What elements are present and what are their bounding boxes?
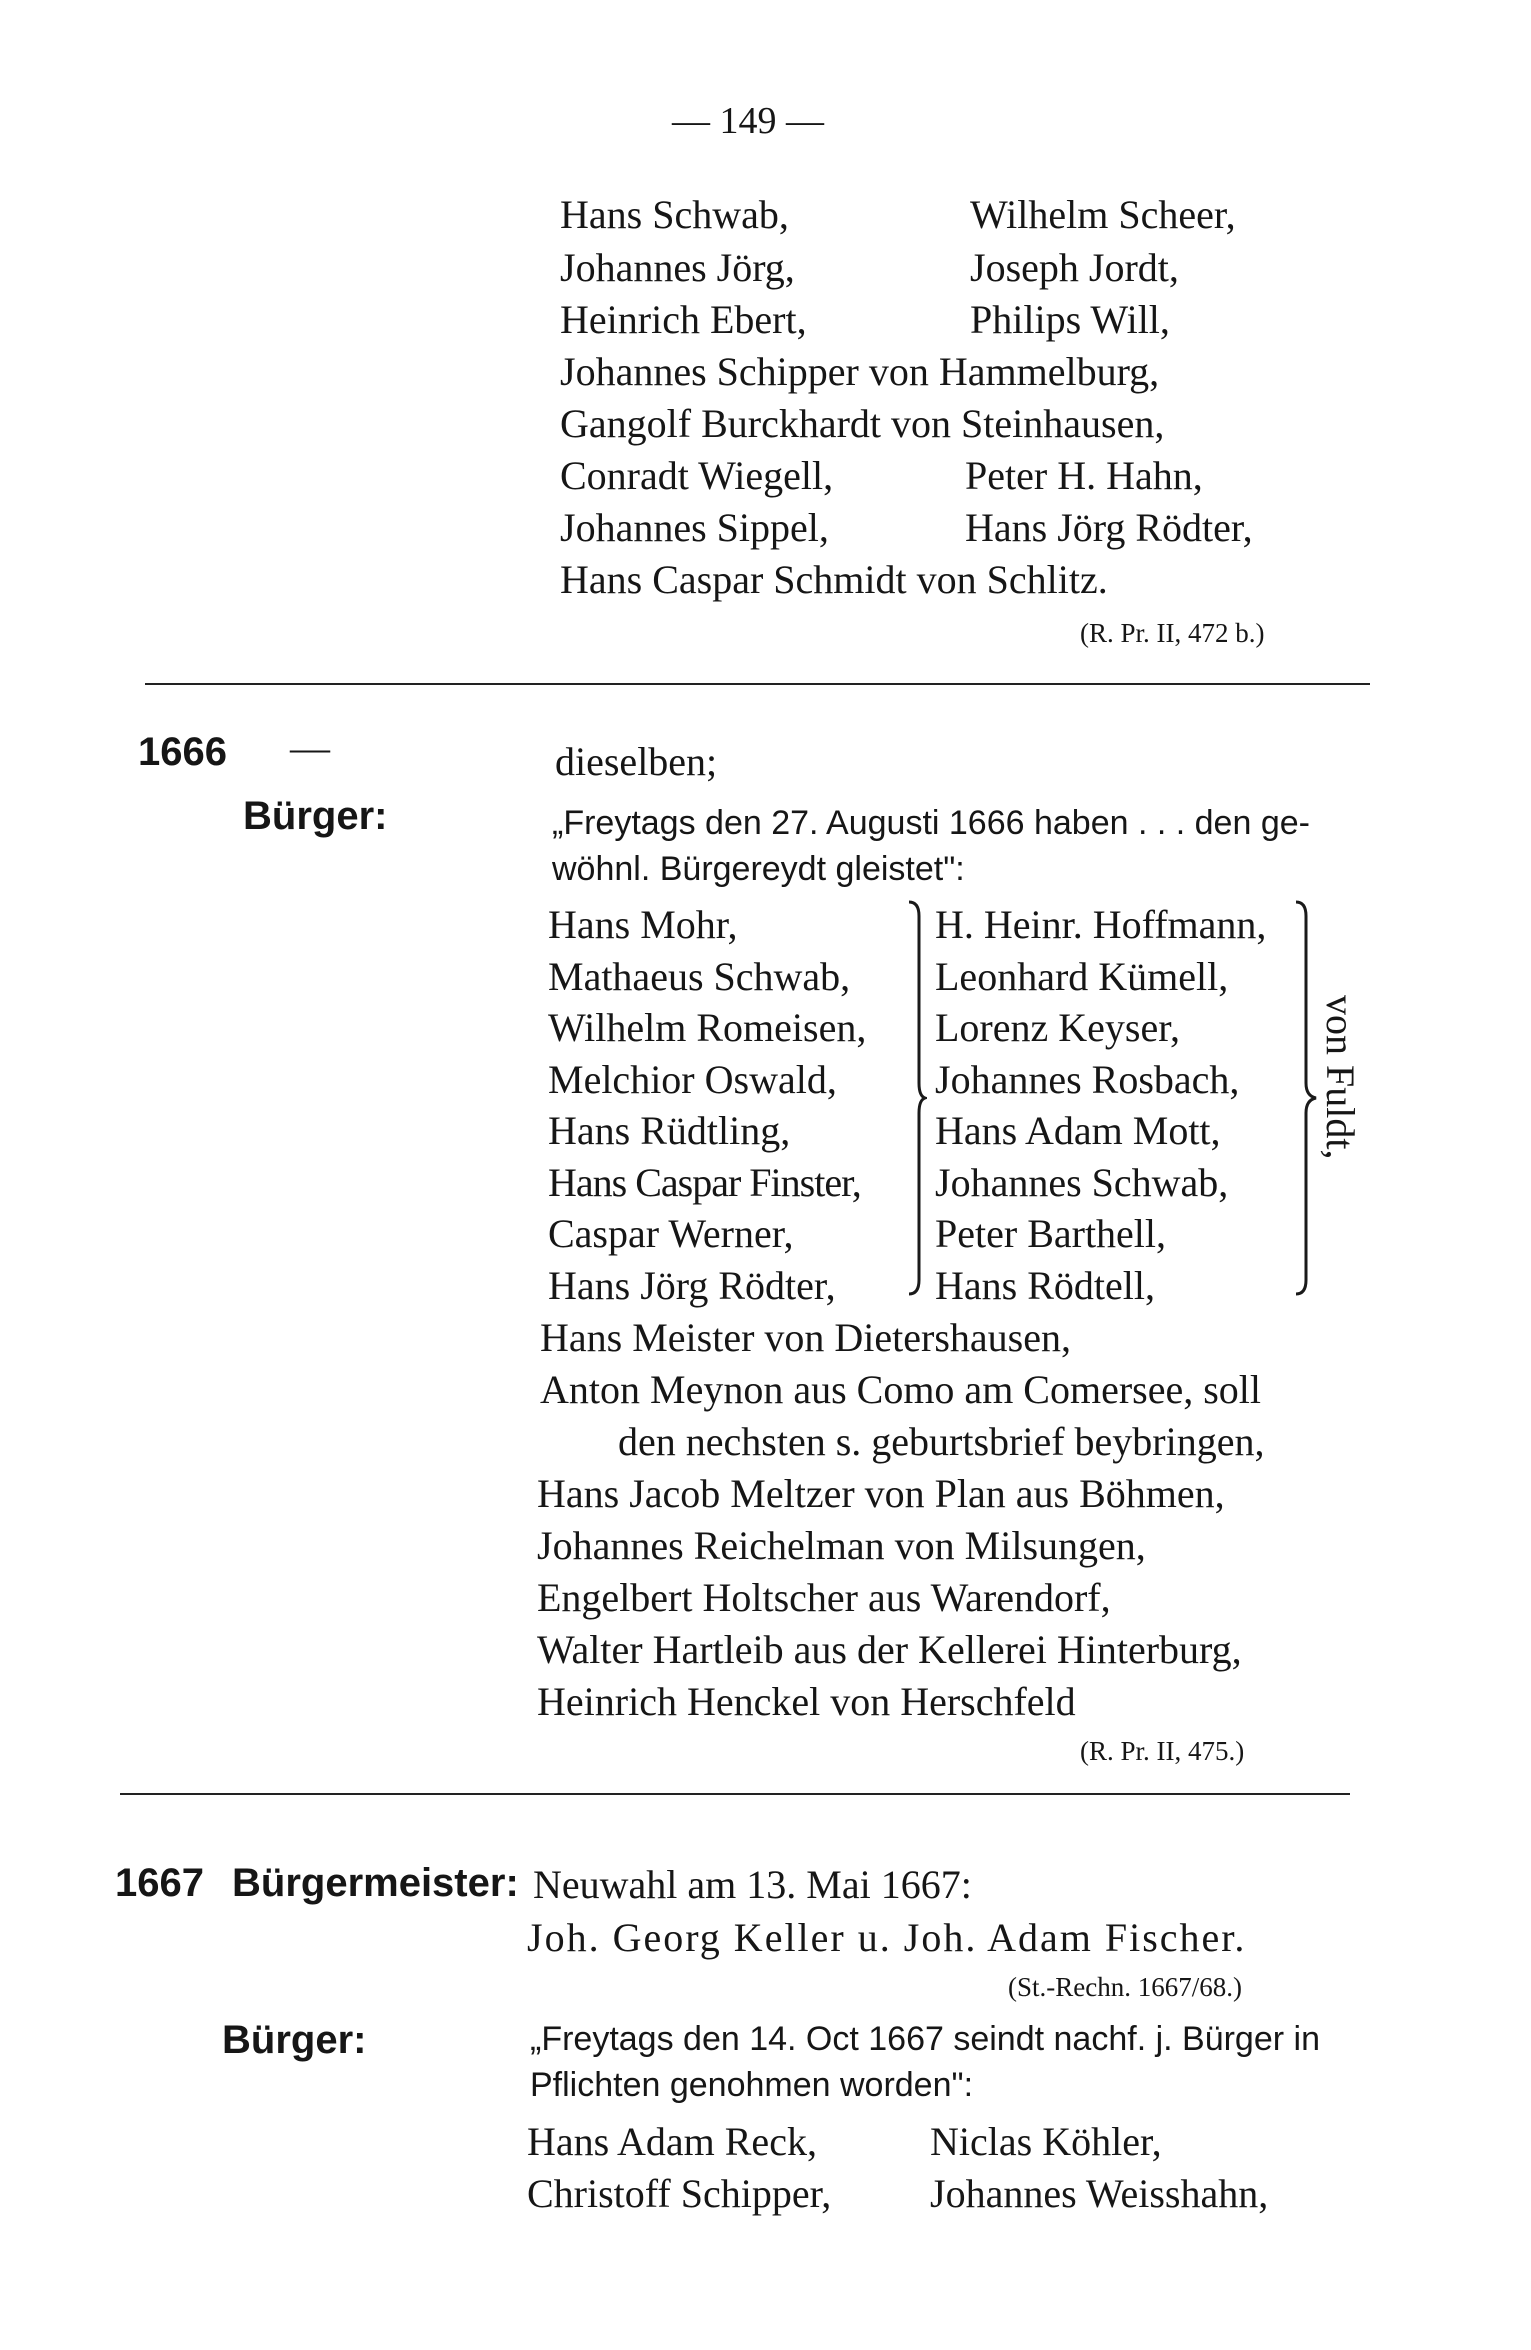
list-item: Hans Caspar Finster, [548, 1160, 861, 1205]
list-item: Hans Mohr, [548, 902, 738, 947]
election-text: Neuwahl am 13. Mai 1667: [533, 1862, 972, 1907]
list-item: Heinrich Henckel von Herschfeld [537, 1679, 1076, 1724]
list-item: den nechsten s. geburtsbrief beybringen, [618, 1419, 1265, 1464]
page-number: — 149 — [672, 100, 824, 142]
year-heading: 1667 [115, 1861, 204, 1905]
list-item: Engelbert Holtscher aus Warendorf, [537, 1575, 1111, 1620]
list-item: Wilhelm Romeisen, [548, 1005, 867, 1050]
source-citation: (R. Pr. II, 472 b.) [1080, 618, 1265, 648]
quote-text: Pflichten genohmen worden": [530, 2066, 974, 2104]
list-item: Hans Rüdtling, [548, 1108, 791, 1153]
list-item: Hans Caspar Schmidt von Schlitz. [560, 557, 1108, 602]
source-citation: (R. Pr. II, 475.) [1080, 1736, 1245, 1766]
list-item: Caspar Werner, [548, 1211, 794, 1256]
list-item: Johannes Rosbach, [935, 1057, 1240, 1102]
list-item: Hans Jörg Rödter, [965, 505, 1253, 550]
quote-text: „Freytags den 14. Oct 1667 seindt nachf. j. Bürger in [530, 2020, 1320, 2058]
section-label: Bürgermeister: [232, 1861, 519, 1905]
list-item: Hans Rödtell, [935, 1263, 1155, 1308]
list-item: Johannes Schipper von Hammelburg, [560, 349, 1160, 394]
list-item: Leonhard Kümell, [935, 954, 1229, 999]
left-brace [903, 898, 927, 1298]
list-item: Niclas Köhler, [930, 2119, 1162, 2164]
list-item: Hans Jörg Rödter, [548, 1263, 836, 1308]
year-heading: 1666 [138, 730, 227, 774]
section-divider [145, 683, 1370, 685]
year-dash: — [290, 725, 330, 770]
list-item: Wilhelm Scheer, [970, 192, 1236, 237]
list-item: Peter H. Hahn, [965, 453, 1203, 498]
intro-text: dieselben; [555, 739, 718, 784]
list-item: Johannes Schwab, [935, 1160, 1229, 1205]
list-item: Anton Meynon aus Como am Comersee, soll [540, 1367, 1262, 1412]
list-item: Johannes Jörg, [560, 245, 795, 290]
section-label: Bürger: [222, 2018, 367, 2062]
list-item: Hans Jacob Meltzer von Plan aus Böhmen, [537, 1471, 1225, 1516]
list-item: Peter Barthell, [935, 1211, 1167, 1256]
source-citation: (St.-Rechn. 1667/68.) [1008, 1972, 1242, 2002]
list-item: Johannes Reichelman von Milsungen, [537, 1523, 1146, 1568]
list-item: Johannes Sippel, [560, 505, 829, 550]
list-item: Hans Schwab, [560, 192, 789, 237]
side-label: von Fuldt, [1318, 995, 1363, 1160]
list-item: H. Heinr. Hoffmann, [935, 902, 1267, 947]
mayor-names: Joh. Georg Keller u. Joh. Adam Fischer. [527, 1915, 1247, 1960]
section-label: Bürger: [243, 794, 388, 838]
list-item: Hans Adam Reck, [527, 2119, 817, 2164]
list-item: Johannes Weisshahn, [930, 2171, 1269, 2216]
list-item: Melchior Oswald, [548, 1057, 837, 1102]
quote-text: wöhnl. Bürgereydt gleistet": [552, 850, 965, 888]
list-item: Hans Meister von Dietershausen, [540, 1315, 1071, 1360]
list-item: Hans Adam Mott, [935, 1108, 1221, 1153]
list-item: Lorenz Keyser, [935, 1005, 1180, 1050]
list-item: Conradt Wiegell, [560, 453, 834, 498]
list-item: Philips Will, [970, 297, 1170, 342]
quote-text: „Freytags den 27. Augusti 1666 haben . . . den ge- [552, 804, 1310, 842]
list-item: Walter Hartleib aus der Kellerei Hinterburg, [537, 1627, 1242, 1672]
list-item: Mathaeus Schwab, [548, 954, 851, 999]
list-item: Heinrich Ebert, [560, 297, 807, 342]
section-divider [120, 1793, 1350, 1795]
list-item: Joseph Jordt, [970, 245, 1179, 290]
list-item: Gangolf Burckhardt von Steinhausen, [560, 401, 1165, 446]
list-item: Christoff Schipper, [527, 2171, 832, 2216]
